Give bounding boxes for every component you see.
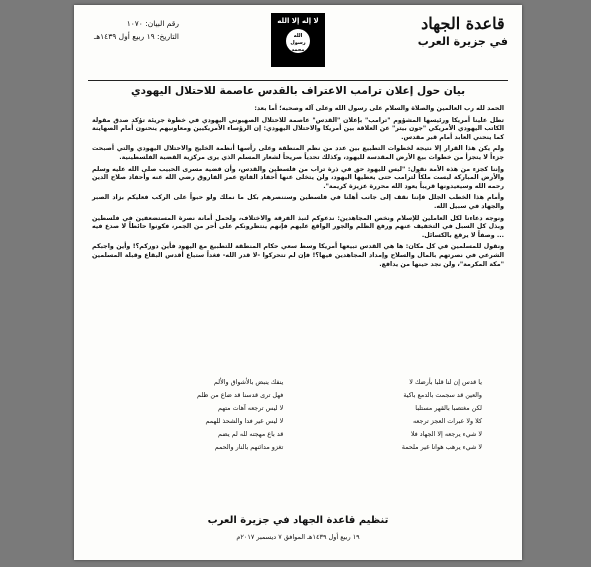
statement-meta bbox=[94, 17, 179, 43]
signature-date: ١٩ ربيع أول ١٤٣٩هـ الموافق ٧ ديسمبر ٢٠١٧م bbox=[236, 533, 360, 541]
verse-first-half: لا شيء يرهب هوانا غير ملحمة bbox=[401, 443, 482, 451]
verse-first-half: لكن مغتصبا بالقهر مستلبا bbox=[415, 404, 482, 412]
paragraph: وإننا كجزء من هذه الأمة نقول: "ليس لليهود حق في ذرة تراب من فلسطين والقدس، وأن قضية مسرى الحبيب صلى الله عليه وسلم والأرض المباركة ليست ملكاً لترامب حتى يعطيها اليهود، ولن يتخلى عنها أحفاد الفاتح عمر الفاروق رضي الله عنه وأحفاد صلاح الدين رحمه الله وسيعيدونها قريباً يعود الله محررة عزيزة كريمة". bbox=[92, 165, 504, 190]
flag-seal: الله رسول محمد bbox=[286, 29, 310, 53]
org-name-line2: في جزيرة العرب bbox=[417, 35, 508, 48]
flag-text: لا إله إلا الله bbox=[277, 17, 319, 25]
paragraph: ونوجه دعاءنا لكل العاملين للإسلام ونخص المجاهدين: ندعوكم لنبذ الفرقة والاختلاف، ولحمل أمانة نصرة المستضعفين في فلسطين وبذل كل السبل في التخفيف عنهم ورفع الظلم والجور الواقع عليهم فإنهم ينتظرونكم على أحر من الجمر، فكونوا حائطاً لا صدع فيه ... وصفاً لا يرقع بالكسائل. bbox=[92, 214, 504, 239]
verse-first-half: كلا ولا عبرات العجز ترجعه bbox=[413, 417, 482, 425]
verse-second-half: فهل ترى قدسنا قد ضاع من ظلم bbox=[196, 391, 284, 399]
paragraph: تطل علينا أمريكا ورئيسها المشؤوم "ترامب" بإعلان "القدس" عاصمة للاحتلال الصهيوني اليهودي في خطوة جريئة تؤكد صدق مقولة الكاتب اليهودي الأمريكي "جون بيتر" عن العلاقة بين أمريكا والاحتلال اليهودي: إن الرؤساء الأمريكيين ومعاونيهم ينحنون أمام الصهاينة كما ينحني العابد أمام قبر مقدس. bbox=[92, 116, 504, 141]
poem-verse bbox=[114, 376, 482, 389]
verse-first-half: لا شيء يرجعه إلا الجهاد فلا bbox=[410, 430, 482, 438]
verse-first-half: والعين قد سجمت بالدمع باكية bbox=[403, 391, 482, 399]
poem bbox=[114, 376, 482, 454]
paragraph: ولم يكن هذا القرار إلا نتيجة لخطوات التطبيع بين عدد من نظم المنطقة وعلى رأسها أنظمة الخليج والاحتلال اليهودي والتي أصبحت جزءاً لا يتجزأ من خطوات بيع الأرض المقدسة لليهود، وكذلك تحدياً صريحاً لشعار المسلم الذي يرى مركزية القضية الفلسطينية. bbox=[92, 145, 504, 161]
header-divider bbox=[88, 80, 508, 81]
poem-verse bbox=[114, 428, 482, 441]
verse-second-half: قد باع مهجته لله لم يضم bbox=[218, 430, 284, 438]
signature: تنظيم قاعدة الجهاد في جزيرة العرب bbox=[207, 515, 389, 526]
paragraph: الحمد لله رب العالمين والصلاة والسلام على رسول الله وعلى آله وصحبه؛ أما بعد: bbox=[254, 105, 504, 112]
paragraph: وأمام هذا الخطب الجلل فإننا نقف إلى جانب أهلنا في فلسطين وسننصرهم بكل ما نملك ولو حبواً على الركب فعليكم بزاد الصبر والجهاد في سبيل الله. bbox=[92, 194, 504, 210]
organization-name bbox=[418, 15, 508, 48]
verse-second-half: ينفك ينبض بالأشواق والألم bbox=[213, 378, 284, 386]
flag-emblem-icon bbox=[271, 13, 325, 67]
statement-body bbox=[92, 105, 504, 272]
statement-number: رقم البيان: ١٠٧٠ bbox=[126, 19, 180, 28]
verse-second-half: لا ليس غير فدا والشحذ للهمم bbox=[205, 417, 284, 425]
org-name-line1: قاعدة الجهاد bbox=[421, 14, 505, 33]
statement-date: التاريخ: ١٩ ربيع أول ١٤٣٩هـ bbox=[94, 32, 180, 41]
statement-title: بيان حول إعلان ترامب الاعتراف بالقدس عاصمة للاحتلال اليهودي bbox=[130, 85, 466, 97]
verse-first-half: يا قدس إن لنا قلبا بأرضك لا bbox=[409, 378, 482, 386]
poem-verse bbox=[114, 415, 482, 428]
poem-verse bbox=[114, 402, 482, 415]
statement-page bbox=[74, 5, 522, 560]
paragraph: ونقول للمسلمين في كل مكان: ها هي القدس تبيعها أمريكا وسط سعي حكام المنطقة للتطبيع مع اليهود فأين دوركم؟! وأين واجبكم الشرعي في نصرتهم بالمال والسلاح وإمداد المجاهدين فيها؟! فإن لم تتحركوا -لا قدر الله- فغداً ستباع أقدس البقاع وقبلة المسلمين "مكة المكرمة"، ولن نجد حينها من يدافع. bbox=[92, 243, 504, 268]
poem-verse bbox=[114, 389, 482, 402]
verse-second-half: تغزو مدائنهم بالنار والحمم bbox=[214, 443, 284, 451]
letterhead bbox=[74, 5, 522, 75]
verse-second-half: لا ليس ترجعه آهات متهم bbox=[218, 404, 284, 412]
poem-verse bbox=[114, 441, 482, 454]
